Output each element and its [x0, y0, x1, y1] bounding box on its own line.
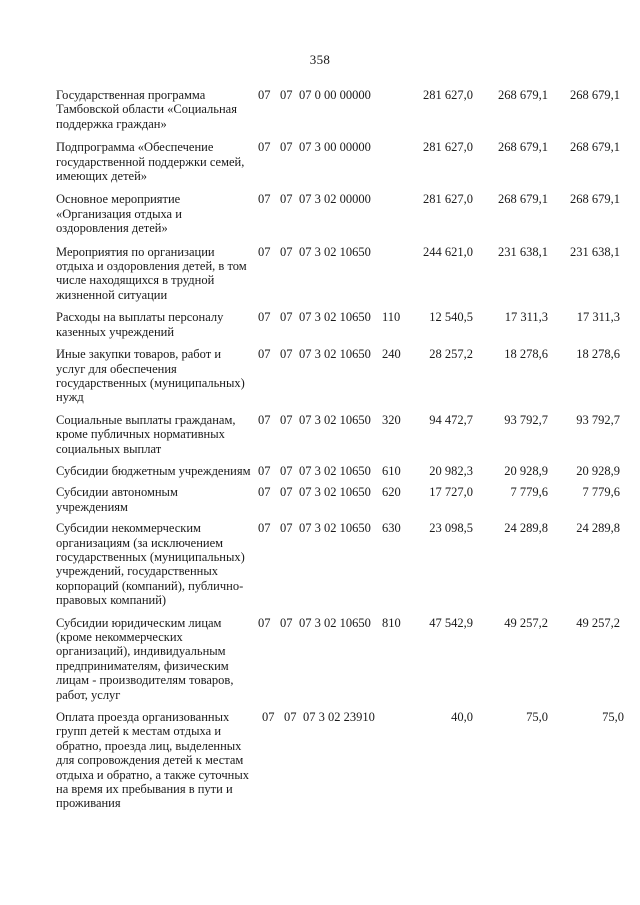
target-article-code: 07 3 02 10650 — [299, 244, 371, 259]
expense-kind-code: 620 — [382, 485, 401, 500]
section-code: 07 — [258, 88, 271, 102]
amount-col-1: 281 627,0 — [423, 192, 473, 207]
section-code: 07 — [258, 521, 271, 536]
amount-col-2: 20 928,9 — [504, 463, 548, 478]
amount-col-2: 93 792,7 — [504, 412, 548, 427]
table-row — [56, 88, 626, 131]
table-row — [56, 245, 626, 303]
row-name: Основное мероприятие «Организация отдыха и оздоровления детей» — [56, 192, 182, 236]
target-article-code: 07 3 02 10650 — [299, 485, 371, 500]
amount-col-3: 49 257,2 — [576, 615, 620, 630]
table-row — [56, 616, 626, 702]
amount-col-1: 40,0 — [451, 710, 473, 725]
amount-col-2: 24 289,8 — [504, 521, 548, 536]
row-name: Подпрограмма «Обеспечение государственной поддержки семей, имеющих детей» — [56, 140, 245, 184]
target-article-code: 07 3 02 00000 — [299, 192, 371, 207]
target-article-code: 07 3 02 10650 — [299, 521, 371, 536]
table-row — [56, 413, 626, 456]
amount-col-1: 28 257,2 — [429, 347, 473, 362]
amount-col-1: 47 542,9 — [429, 615, 473, 630]
subsection-code: 07 — [280, 463, 293, 478]
amount-col-3: 75,0 — [602, 710, 624, 725]
row-name: Иные закупки товаров, работ и услуг для обеспечения государственных (муниципальных) нужд — [56, 347, 245, 405]
expense-kind-code: 110 — [382, 310, 401, 325]
amount-col-3: 20 928,9 — [576, 463, 620, 478]
amount-col-3: 268 679,1 — [570, 88, 620, 102]
expense-kind-code: 320 — [382, 412, 401, 427]
budget-table — [56, 88, 626, 811]
amount-col-1: 281 627,0 — [423, 88, 473, 102]
amount-col-1: 12 540,5 — [429, 310, 473, 325]
amount-col-2: 268 679,1 — [498, 88, 548, 102]
target-article-code: 07 3 02 10650 — [299, 463, 371, 478]
subsection-code: 07 — [280, 485, 293, 500]
amount-col-3: 7 779,6 — [582, 485, 620, 500]
table-row — [56, 310, 626, 339]
row-name: Субсидии бюджетным учреждениям — [56, 463, 251, 478]
amount-col-3: 231 638,1 — [570, 244, 620, 259]
amount-col-3: 24 289,8 — [576, 521, 620, 536]
table-row — [56, 710, 626, 811]
section-code: 07 — [258, 463, 271, 478]
table-row — [56, 485, 626, 514]
target-article-code: 07 0 00 00000 — [299, 88, 371, 102]
expense-kind-code: 810 — [382, 615, 401, 630]
target-article-code: 07 3 02 10650 — [299, 615, 371, 630]
subsection-code: 07 — [284, 710, 297, 725]
amount-col-1: 20 982,3 — [429, 463, 473, 478]
row-name: Оплата проезда организованных групп детей к местам отдыха и обратно, проезда лиц, выделенных для сопровождения детей к местам отдыха и обратно, а также суточных на время их пребывания в пути и проживания — [56, 710, 249, 811]
row-name: Мероприятия по организации отдыха и оздоровления детей, в том числе находящихся в трудной жизненной ситуации — [56, 244, 247, 302]
amount-col-1: 94 472,7 — [429, 412, 473, 427]
amount-col-1: 17 727,0 — [429, 485, 473, 500]
table-row — [56, 192, 626, 235]
row-name: Субсидии юридическим лицам (кроме некоммерческих организаций), индивидуальным предпринимателям, физическим лицам - производителям товаров, работ, услуг — [56, 615, 234, 702]
section-code: 07 — [258, 140, 271, 155]
target-article-code: 07 3 02 10650 — [299, 347, 371, 362]
subsection-code: 07 — [280, 615, 293, 630]
amount-col-3: 93 792,7 — [576, 412, 620, 427]
row-name: Государственная программа Тамбовской области «Социальная поддержка граждан» — [56, 88, 237, 131]
subsection-code: 07 — [280, 521, 293, 536]
section-code: 07 — [258, 192, 271, 207]
row-name: Расходы на выплаты персоналу казенных учреждений — [56, 310, 224, 339]
subsection-code: 07 — [280, 244, 293, 259]
expense-kind-code: 610 — [382, 463, 401, 478]
table-row — [56, 347, 626, 405]
amount-col-2: 7 779,6 — [510, 485, 548, 500]
section-code: 07 — [258, 347, 271, 362]
row-name: Субсидии автономным учреждениям — [56, 485, 178, 514]
row-name: Социальные выплаты гражданам, кроме публичных нормативных социальных выплат — [56, 412, 236, 456]
amount-col-2: 18 278,6 — [504, 347, 548, 362]
subsection-code: 07 — [280, 310, 293, 325]
table-row — [56, 140, 626, 183]
section-code: 07 — [262, 710, 275, 725]
section-code: 07 — [258, 412, 271, 427]
amount-col-1: 23 098,5 — [429, 521, 473, 536]
target-article-code: 07 3 02 10650 — [299, 310, 371, 325]
section-code: 07 — [258, 244, 271, 259]
subsection-code: 07 — [280, 88, 293, 102]
row-name: Субсидии некоммерческим организациям (за исключением государственных (муниципальных) учреждений, государственных корпораций (компаний), публично-правовых компаний) — [56, 521, 245, 608]
subsection-code: 07 — [280, 412, 293, 427]
table-row — [56, 521, 626, 607]
section-code: 07 — [258, 310, 271, 325]
expense-kind-code: 630 — [382, 521, 401, 536]
amount-col-2: 75,0 — [526, 710, 548, 725]
amount-col-3: 268 679,1 — [570, 192, 620, 207]
amount-col-1: 281 627,0 — [423, 140, 473, 155]
target-article-code: 07 3 02 23910 — [303, 710, 375, 725]
page-number: 358 — [309, 52, 331, 67]
amount-col-3: 18 278,6 — [576, 347, 620, 362]
amount-col-2: 268 679,1 — [498, 140, 548, 155]
subsection-code: 07 — [280, 140, 293, 155]
amount-col-2: 231 638,1 — [498, 244, 548, 259]
target-article-code: 07 3 02 10650 — [299, 412, 371, 427]
amount-col-2: 49 257,2 — [504, 615, 548, 630]
amount-col-3: 17 311,3 — [576, 310, 620, 325]
amount-col-1: 244 621,0 — [423, 244, 473, 259]
amount-col-3: 268 679,1 — [570, 140, 620, 155]
subsection-code: 07 — [280, 347, 293, 362]
target-article-code: 07 3 00 00000 — [299, 140, 371, 155]
amount-col-2: 268 679,1 — [498, 192, 548, 207]
amount-col-2: 17 311,3 — [504, 310, 548, 325]
table-row — [56, 464, 626, 478]
section-code: 07 — [258, 615, 271, 630]
subsection-code: 07 — [280, 192, 293, 207]
expense-kind-code: 240 — [382, 347, 401, 362]
section-code: 07 — [258, 485, 271, 500]
